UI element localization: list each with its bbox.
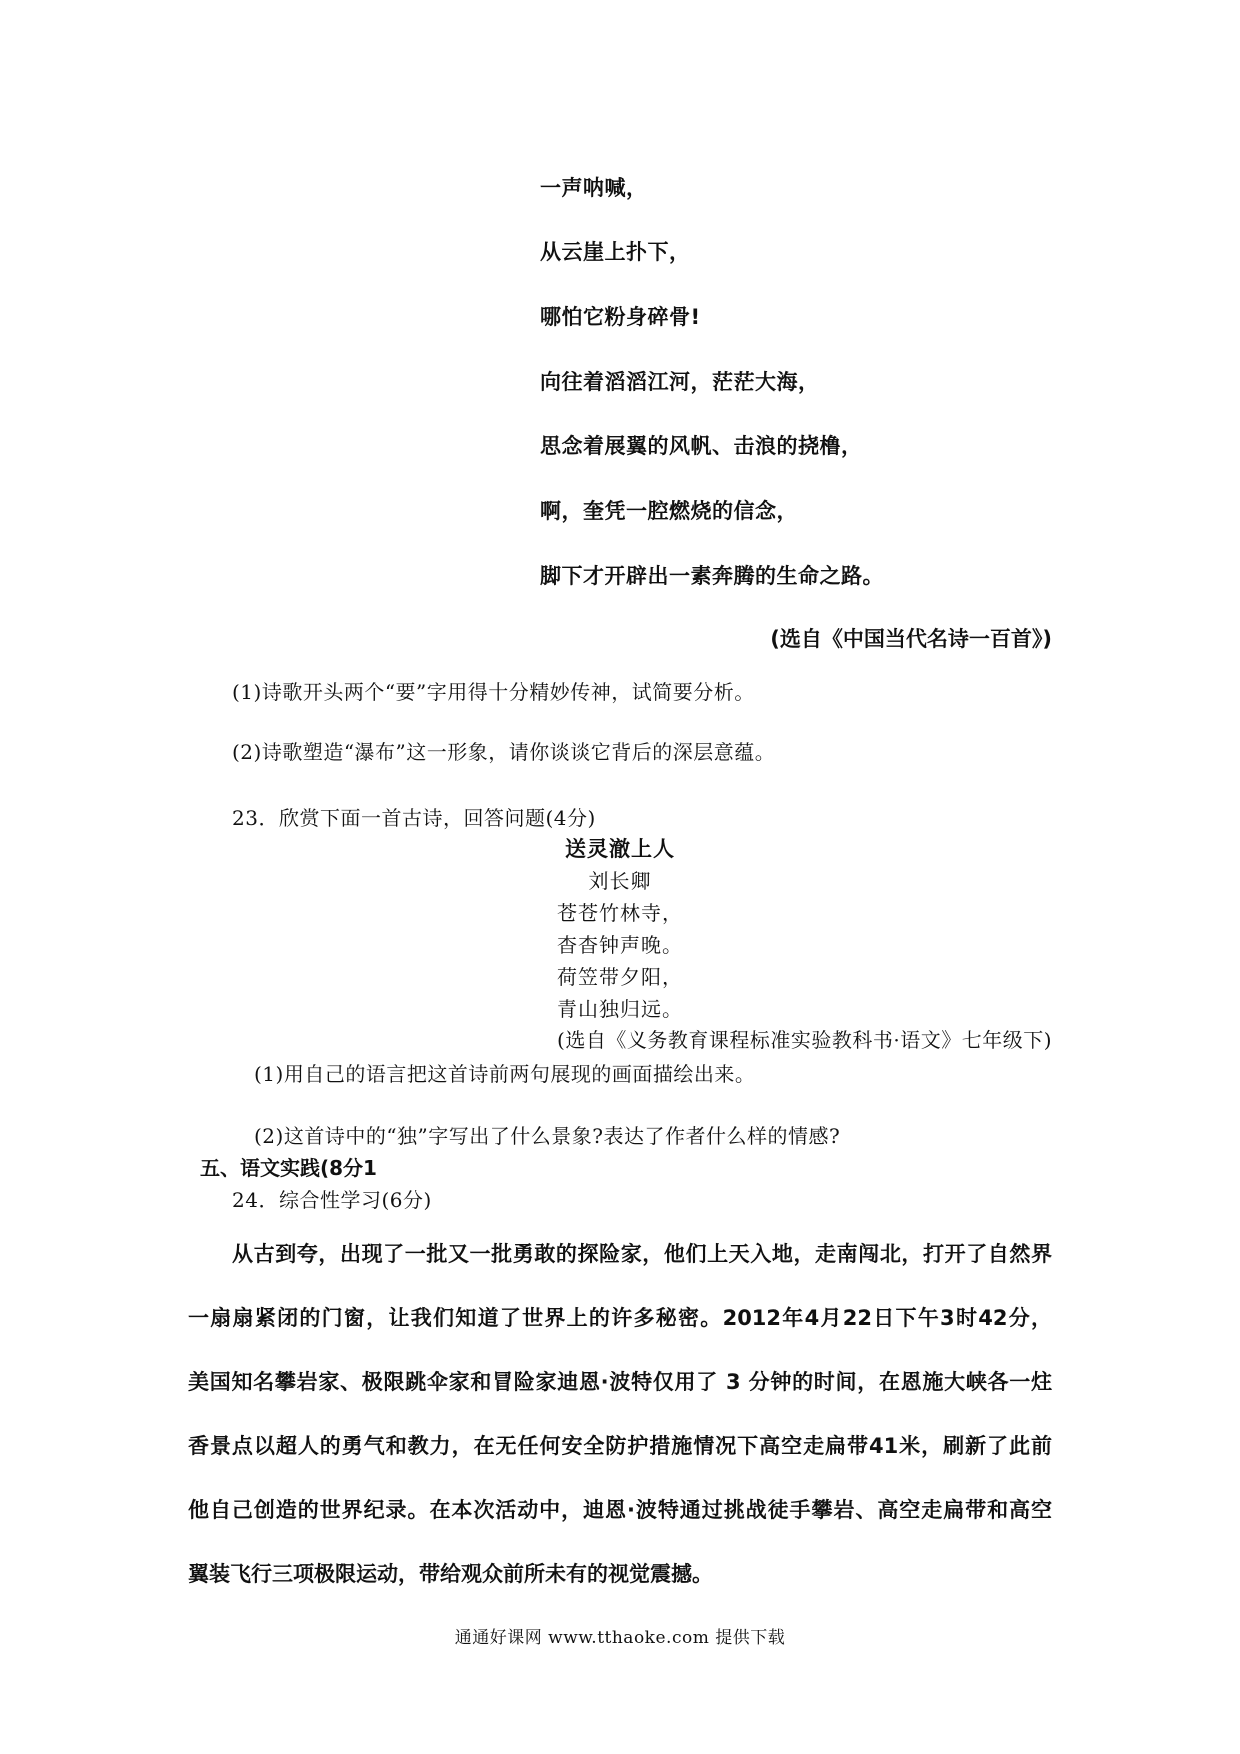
- passage-line: 香景点以超人的勇气和教力，在无任何安全防护措施情况下高空走扁带41米，刷新了此前: [188, 1434, 1052, 1458]
- ancient-poem-line: 青山独归远。: [557, 997, 683, 1021]
- ancient-poem-author: 刘长卿: [588, 869, 652, 893]
- question-22-1: (1)诗歌开头两个“要”字用得十分精妙传神，试简要分析。: [232, 680, 755, 704]
- ancient-poem-line: 苍苍竹林寺，: [557, 901, 683, 925]
- poem-line: 向往着滔滔江河，茫茫大海，: [540, 370, 820, 394]
- passage-line: 从古到夸，出现了一批又一批勇敢的探险家，他们上天入地，走南闯北，打开了自然界: [232, 1242, 1052, 1266]
- ancient-poem-line: 杳杳钟声晚。: [557, 933, 683, 957]
- question-23-2: (2)这首诗中的“独”字写出了什么景象?表达了作者什么样的情感?: [254, 1124, 841, 1148]
- poem-line: 思念着展翼的风帆、击浪的挠橹，: [540, 434, 863, 458]
- passage-line: 一扇扇紧闭的门窗，让我们知道了世界上的许多秘密。2012年4月22日下午3时42分，: [188, 1306, 1052, 1330]
- poem-line: 哪怕它粉身碎骨!: [540, 305, 701, 329]
- ancient-poem-title: 送灵澈上人: [565, 837, 675, 861]
- poem-line: 一声呐喊，: [540, 176, 648, 200]
- poem-line: 从云崖上扑下，: [540, 240, 691, 264]
- ancient-poem-line: 荷笠带夕阳，: [557, 965, 683, 989]
- question-23-heading: 23．欣赏下面一首古诗，回答问题(4分): [232, 806, 596, 830]
- passage-line: 翼装飞行三项极限运动，带给观众前所未有的视觉震撼。: [188, 1562, 713, 1586]
- poem-line: 啊，奎凭一腔燃烧的信念，: [540, 499, 798, 523]
- question-24-heading: 24．综合性学习(6分): [232, 1188, 432, 1212]
- question-23-1: (1)用自己的语言把这首诗前两句展现的画面描绘出来。: [254, 1062, 756, 1086]
- question-22-2: (2)诗歌塑造“瀑布”这一形象，请你谈谈它背后的深层意蕴。: [232, 740, 776, 764]
- passage-line: 美国知名攀岩家、极限跳伞家和冒险家迪恩·波特仅用了 3 分钟的时间，在恩施大峡各一炷: [188, 1370, 1052, 1394]
- ancient-poem-source: (选自《义务教育课程标准实验教科书·语文》七年级下): [557, 1028, 1052, 1052]
- poem-line: 脚下才开辟出一素奔腾的生命之路。: [540, 564, 884, 588]
- passage-line: 他自己创造的世界纪录。在本次活动中，迪恩·波特通过挑战徒手攀岩、高空走扁带和高空: [188, 1498, 1052, 1522]
- page-footer: 通通好课网 www.tthaoke.com 提供下载: [454, 1628, 786, 1648]
- section-title: 五、语文实践(8分1: [200, 1156, 377, 1180]
- poem-source: (选自《中国当代名诗一百首》): [770, 627, 1052, 651]
